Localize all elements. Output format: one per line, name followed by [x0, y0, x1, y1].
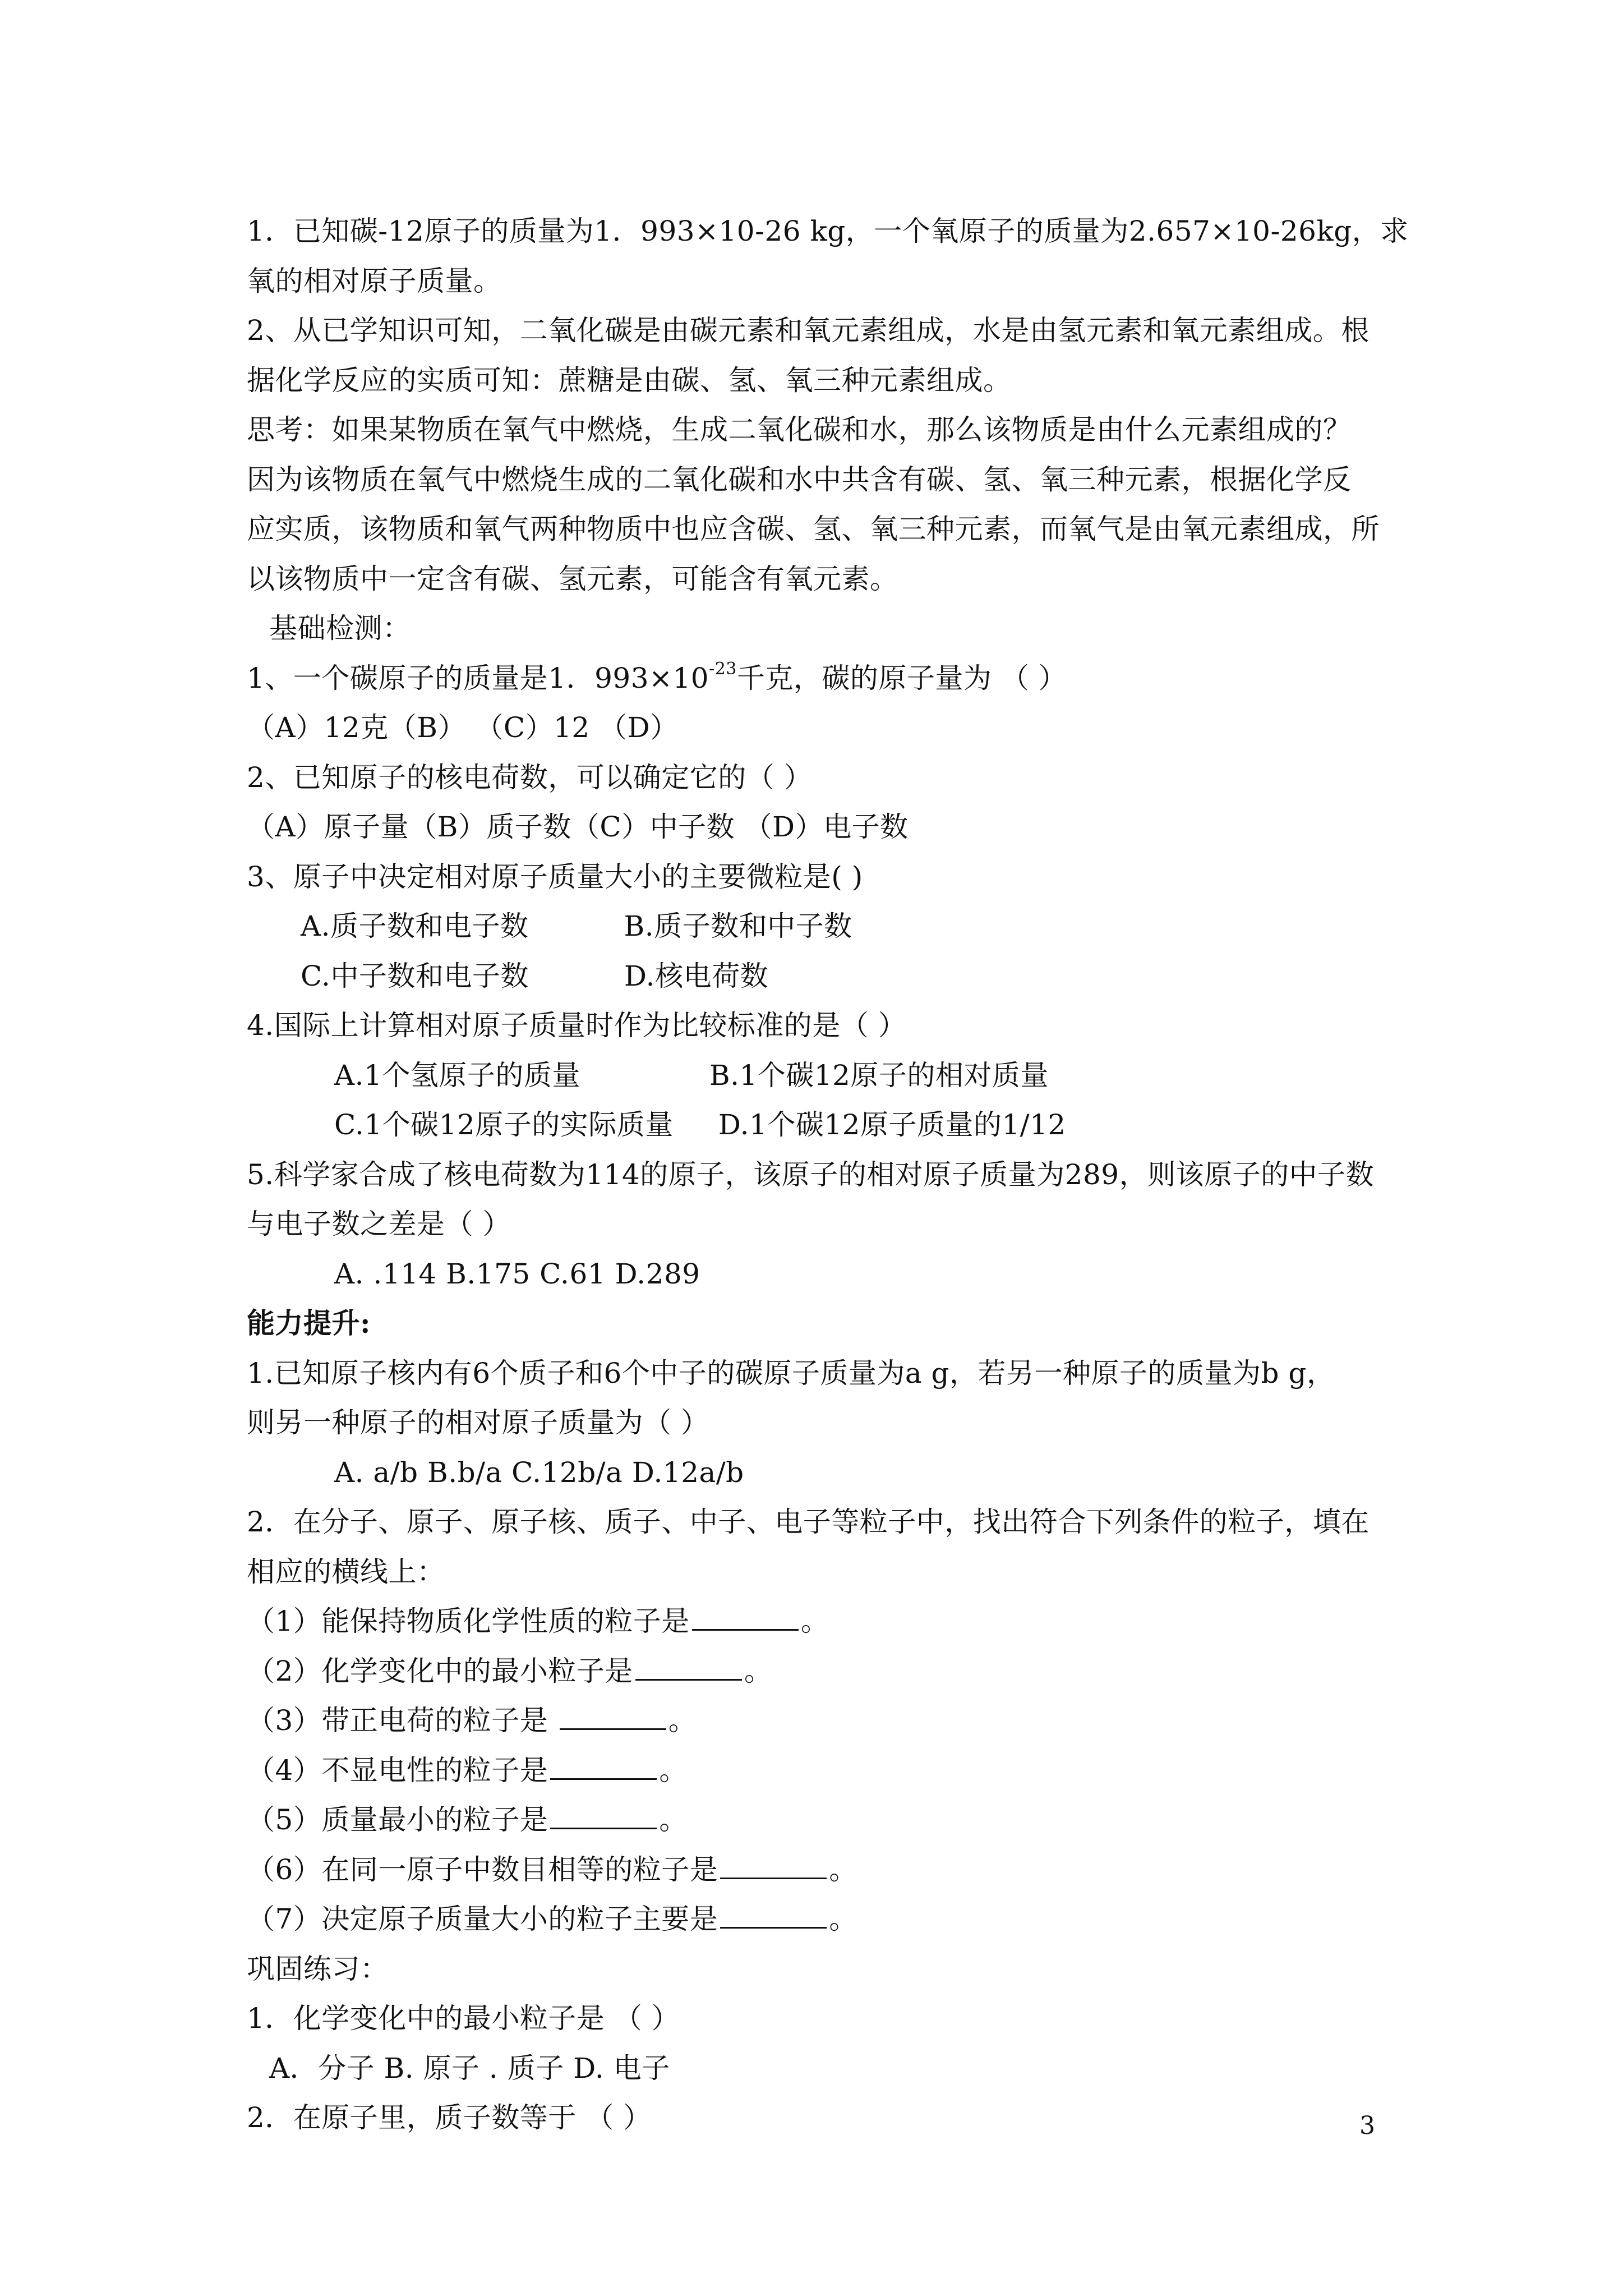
basic-q4-option-c: C.1个碳12原子的实际质量 [334, 1108, 674, 1141]
basic-q4: 4.国际上计算相对原子质量时作为比较标准的是（ ） [247, 1009, 907, 1042]
fill-item-5 [247, 1795, 1391, 1845]
fill-item-4 [247, 1746, 1391, 1796]
basic-q2: 2、已知原子的核电荷数，可以确定它的（ ） [247, 761, 813, 794]
page-number: 3 [1359, 2111, 1375, 2140]
basic-q3-option-c: C.中子数和电子数 [301, 959, 529, 992]
basic-q3-options-row2 [247, 951, 1391, 1001]
consolidate-q2: 2．在原子里，质子数等于 （ ） [247, 2101, 652, 2134]
basic-q3: 3、原子中决定相对原子质量大小的主要微粒是( ) [247, 860, 863, 893]
fill-item-5-end: 。 [659, 1803, 688, 1836]
ability-q1-line1: 1.已知原子核内有6个质子和6个中子的碳原子质量为a g，若另一种原子的质量为b g， [247, 1356, 1335, 1389]
basic-section-title: 基础检测： [269, 612, 411, 645]
fill-blank-6[interactable] [720, 1849, 827, 1879]
fill-blank-3[interactable] [560, 1700, 666, 1730]
fill-blank-5[interactable] [550, 1800, 657, 1829]
basic-q1 [247, 654, 1391, 703]
basic-q3-option-b: B.质子数和中子数 [624, 910, 852, 942]
fill-blank-4[interactable] [550, 1750, 657, 1780]
fill-item-5-text: （5）质量最小的粒子是 [247, 1803, 548, 1836]
fill-item-1 [247, 1596, 1391, 1646]
intro-q1-line1: 1．已知碳-12原子的质量为1．993×10-26 kg，一个氧原子的质量为2.657×10-26kg，求 [247, 215, 1409, 247]
ability-q1-line2: 则另一种原子的相对原子质量为（ ） [247, 1406, 709, 1439]
intro-q1-line2: 氧的相对原子质量。 [247, 264, 502, 297]
ability-q1-options: A. a/b B.b/a C.12b/a D.12a/b [334, 1456, 744, 1489]
consolidate-q1-options: A．分子 B. 原子 . 质子 D. 电子 [269, 2051, 670, 2085]
think-line3: 应实质，该物质和氧气两种物质中也应含碳、氢、氧三种元素，而氧气是由氧元素组成，所 [247, 513, 1380, 545]
fill-item-7 [247, 1894, 1391, 1944]
fill-item-1-text: （1）能保持物质化学性质的粒子是 [247, 1605, 690, 1637]
basic-q3-option-d: D.核电荷数 [624, 959, 769, 992]
fill-item-6-end: 。 [829, 1853, 857, 1886]
basic-q4-option-b: B.1个碳12原子的相对质量 [709, 1059, 1049, 1092]
basic-q1-exponent: -23 [709, 659, 737, 679]
basic-q3-option-a: A.质子数和电子数 [301, 910, 529, 942]
fill-item-2-text: （2）化学变化中的最小粒子是 [247, 1654, 633, 1687]
fill-item-4-text: （4）不显电性的粒子是 [247, 1754, 548, 1787]
think-line1: 思考：如果某物质在氧气中燃烧，生成二氧化碳和水，那么该物质是由什么元素组成的？ [247, 413, 1352, 446]
intro-q2-line1: 2、从已学知识可知，二氧化碳是由碳元素和氧元素组成，水是由氢元素和氧元素组成。根 [247, 314, 1370, 347]
fill-item-3-text: （3）带正电荷的粒子是 [247, 1704, 557, 1737]
basic-q4-option-a: A.1个氢原子的质量 [334, 1059, 580, 1092]
fill-item-4-end: 。 [659, 1754, 688, 1787]
fill-item-7-text: （7）决定原子质量大小的粒子主要是 [247, 1903, 718, 1935]
worksheet-content [247, 206, 1409, 2143]
intro-q2-line2: 据化学反应的实质可知：蔗糖是由碳、氢、氧三种元素组成。 [247, 364, 1012, 397]
basic-q5-line2: 与电子数之差是（ ） [247, 1208, 511, 1240]
fill-item-6-text: （6）在同一原子中数目相等的粒子是 [247, 1853, 718, 1886]
fill-item-7-end: 。 [829, 1903, 857, 1935]
basic-q2-options: （A）原子量（B）质子数（C）中子数 （D）电子数 [247, 811, 909, 843]
consolidate-q1: 1．化学变化中的最小粒子是 （ ） [247, 2002, 680, 2035]
basic-q5-line1: 5.科学家合成了核电荷数为114的原子，该原子的相对原子质量为289，则该原子的中子数 [247, 1158, 1375, 1191]
basic-q5-options: A. .114 B.175 C.61 D.289 [334, 1257, 700, 1290]
fill-item-2 [247, 1646, 1391, 1696]
consolidate-section-title: 巩固练习： [247, 1952, 389, 1985]
basic-q4-options-row2 [247, 1100, 1391, 1150]
fill-item-2-end: 。 [744, 1654, 773, 1687]
fill-item-3 [247, 1696, 1391, 1746]
basic-q1-post: 千克，碳的原子量为 （ ） [736, 661, 1067, 694]
fill-item-1-end: 。 [800, 1605, 829, 1637]
think-line2: 因为该物质在氧气中燃烧生成的二氧化碳和水中共含有碳、氢、氧三种元素，根据化学反 [247, 463, 1352, 496]
ability-section-title: 能力提升: [247, 1306, 371, 1340]
fill-blank-2[interactable] [635, 1651, 742, 1681]
fill-item-6 [247, 1845, 1391, 1895]
fill-item-3-end: 。 [668, 1704, 697, 1737]
fill-blank-7[interactable] [720, 1899, 827, 1929]
basic-q3-options-row1 [247, 901, 1391, 951]
basic-q1-pre: 1、一个碳原子的质量是1．993×10 [247, 661, 709, 694]
basic-q4-options-row1 [247, 1051, 1391, 1101]
think-line4: 以该物质中一定含有碳、氢元素，可能含有氧元素。 [247, 562, 898, 595]
fill-blank-1[interactable] [692, 1601, 799, 1631]
ability-q2-line1: 2．在分子、原子、原子核、质子、中子、电子等粒子中，找出符合下列条件的粒子，填在 [247, 1506, 1370, 1538]
ability-q2-line2: 相应的横线上： [247, 1555, 445, 1588]
basic-q4-option-d: D.1个碳12原子质量的1/12 [718, 1108, 1066, 1141]
basic-q1-options: （A）12克（B） （C）12 （D） [247, 711, 679, 744]
